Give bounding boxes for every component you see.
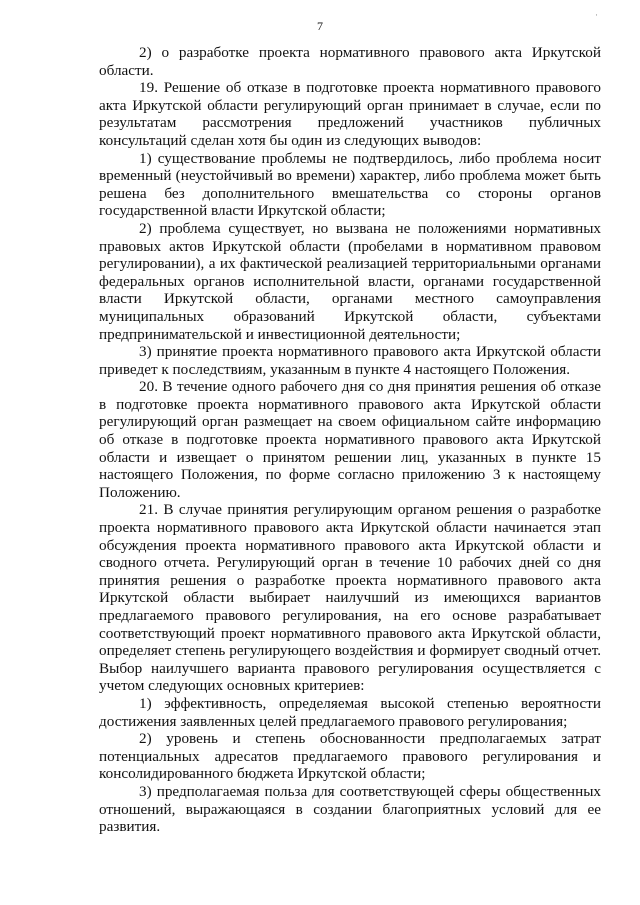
document-body [99, 44, 601, 836]
paragraph-19: 19. Решение об отказе в подготовке проекта нормативного правового акта Иркутской области регулирующий орган принимает в случае, если по результатам рассмотрения предложений участников публичных консультаций сделан хотя бы один из следующих выводов: [99, 79, 601, 149]
paragraph-21-item-3: 3) предполагаемая польза для соответствующей сферы общественных отношений, выражающаяся в создании благоприятных условий для ее развития. [99, 782, 601, 836]
paragraph-19-item-2: 2) проблема существует, но вызвана не положениями нормативных правовых актов Иркутской области (пробелами в нормативном правовом регулировании), а их фактической реализацией территориальными органами федеральных органов исполнительной власти, органами государственной власти Иркутской области, органами местного самоуправления муниципальных образований Иркутской области, субъектами предпринимательской и инвестиционной деятельности; [99, 219, 601, 343]
paragraph-19-item-3: 3) принятие проекта нормативного правового акта Иркутской области приведет к последствиям, указанным в пункте 4 настоящего Положения. [99, 343, 601, 378]
paragraph-item-2: 2) о разработке проекта нормативного правового акта Иркутской области. [99, 44, 601, 79]
paragraph-21-item-1: 1) эффективность, определяемая высокой степенью вероятности достижения заявленных целей предлагаемого правового регулирования; [99, 694, 601, 730]
paragraph-21-item-2: 2) уровень и степень обоснованности предполагаемых затрат потенциальных адресатов предлагаемого правового регулирования и консолидированного бюджета Иркутской области; [99, 730, 601, 783]
paragraph-21: 21. В случае принятия регулирующим органом решения о разработке проекта нормативного правового акта Иркутской области начинается этап обсуждения проекта нормативного правового акта Иркутской области и сводного отчета. Регулирующий орган в течение 10 рабочих дней со дня принятия решения о разработке проекта нормативного правового акта Иркутской области выбирает наилучший из имеющихся вариантов предлагаемого правового регулирования, на его основе разрабатывает соответствующий проект нормативного правового акта Иркутской области, определяет степень регулирующего воздействия и формирует сводный отчет. Выбор наилучшего варианта правового регулирования осуществляется с учетом следующих основных критериев: [99, 501, 601, 695]
page-number: 7 [317, 19, 323, 33]
paragraph-20: 20. В течение одного рабочего дня со дня принятия решения об отказе в подготовке проекта нормативного правового акта Иркутской области регулирующий орган размещает на своем официальном сайте информацию об отказе в подготовке проекта нормативного правового акта Иркутской области и извещает о принятом решении лиц, указанных в пункте 15 настоящего Положения, по форме согласно приложению 3 к настоящему Положению. [99, 378, 601, 501]
corner-mark: · [595, 10, 598, 20]
paragraph-19-item-1: 1) существование проблемы не подтвердилось, либо проблема носит временный (неустойчивый во времени) характер, либо проблема может быть решена без дополнительного вмешательства со стороны органов государственной власти Иркутской области; [99, 149, 601, 220]
